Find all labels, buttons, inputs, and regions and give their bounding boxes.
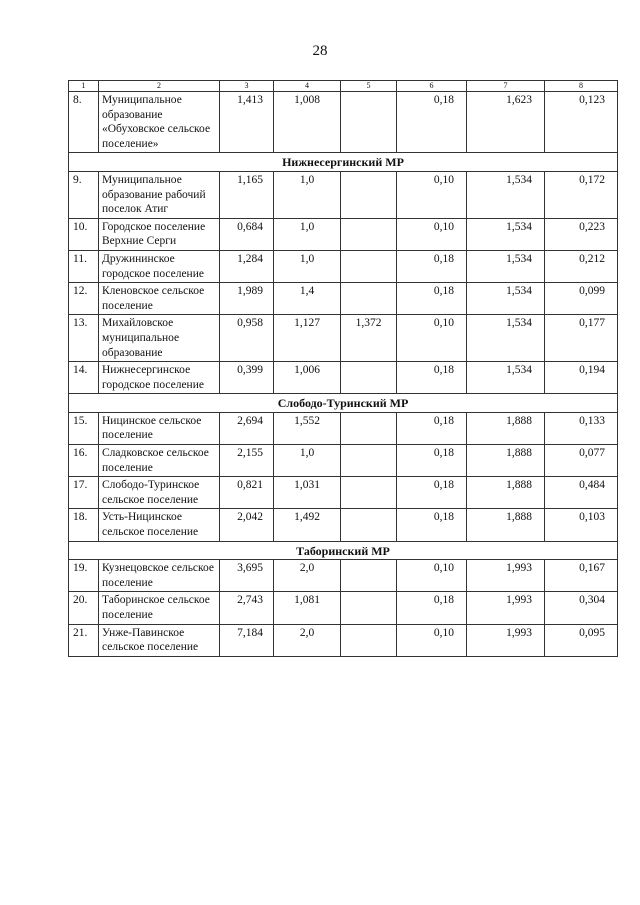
municipality-name: Ницинское сельское поселение — [99, 412, 220, 444]
value-col-6: 0,18 — [397, 445, 467, 477]
value-col-6: 0,18 — [397, 477, 467, 509]
value-col-8: 0,077 — [545, 445, 618, 477]
value-col-7: 1,888 — [467, 412, 545, 444]
value-col-6: 0,18 — [397, 283, 467, 315]
value-col-6: 0,18 — [397, 92, 467, 153]
table-row — [69, 315, 618, 362]
value-col-7: 1,993 — [467, 624, 545, 656]
row-number: 17. — [69, 477, 99, 509]
row-number: 19. — [69, 560, 99, 592]
section-title: Слободо-Туринский МР — [69, 394, 618, 413]
row-number: 21. — [69, 624, 99, 656]
value-col-6: 0,10 — [397, 171, 467, 218]
value-col-3: 2,155 — [220, 445, 274, 477]
value-col-3: 2,694 — [220, 412, 274, 444]
value-col-7: 1,993 — [467, 560, 545, 592]
row-number: 10. — [69, 218, 99, 250]
value-col-5 — [341, 509, 397, 541]
table-row — [69, 218, 618, 250]
value-col-3: 1,284 — [220, 250, 274, 282]
page-number: 28 — [312, 43, 328, 59]
value-col-4: 1,0 — [274, 218, 341, 250]
column-number: 7 — [467, 81, 545, 92]
value-col-8: 0,172 — [545, 171, 618, 218]
value-col-6: 0,18 — [397, 250, 467, 282]
section-title: Нижнесергинский МР — [69, 153, 618, 172]
value-col-3: 0,821 — [220, 477, 274, 509]
value-col-7: 1,623 — [467, 92, 545, 153]
value-col-7: 1,888 — [467, 445, 545, 477]
municipality-name: Нижнесергинское городское поселение — [99, 362, 220, 394]
table-row — [69, 171, 618, 218]
value-col-6: 0,10 — [397, 624, 467, 656]
column-number: 2 — [99, 81, 220, 92]
table-row — [69, 560, 618, 592]
municipality-name: Слободо-Туринское сельское поселение — [99, 477, 220, 509]
data-table — [68, 80, 618, 657]
column-number: 6 — [397, 81, 467, 92]
value-col-4: 1,0 — [274, 171, 341, 218]
value-col-3: 0,399 — [220, 362, 274, 394]
column-number: 4 — [274, 81, 341, 92]
value-col-3: 2,743 — [220, 592, 274, 624]
value-col-3: 7,184 — [220, 624, 274, 656]
value-col-4: 1,492 — [274, 509, 341, 541]
table-row — [69, 624, 618, 656]
municipality-name: Городское поселение Верхние Серги — [99, 218, 220, 250]
value-col-3: 1,413 — [220, 92, 274, 153]
row-number: 20. — [69, 592, 99, 624]
value-col-8: 0,304 — [545, 592, 618, 624]
row-number: 8. — [69, 92, 99, 153]
value-col-5 — [341, 412, 397, 444]
row-number: 15. — [69, 412, 99, 444]
value-col-7: 1,888 — [467, 509, 545, 541]
row-number: 14. — [69, 362, 99, 394]
value-col-8: 0,123 — [545, 92, 618, 153]
value-col-5 — [341, 477, 397, 509]
table-row — [69, 362, 618, 394]
value-col-5 — [341, 445, 397, 477]
value-col-4: 1,127 — [274, 315, 341, 362]
value-col-5 — [341, 592, 397, 624]
value-col-8: 0,223 — [545, 218, 618, 250]
value-col-7: 1,534 — [467, 250, 545, 282]
municipality-name: Михайловское муниципальное образование — [99, 315, 220, 362]
value-col-5 — [341, 362, 397, 394]
value-col-4: 1,008 — [274, 92, 341, 153]
section-title: Таборинский МР — [69, 541, 618, 560]
row-number: 12. — [69, 283, 99, 315]
value-col-7: 1,534 — [467, 171, 545, 218]
value-col-5: 1,372 — [341, 315, 397, 362]
section-header-row — [69, 541, 618, 560]
value-col-7: 1,993 — [467, 592, 545, 624]
value-col-4: 1,4 — [274, 283, 341, 315]
value-col-4: 2,0 — [274, 624, 341, 656]
value-col-3: 0,958 — [220, 315, 274, 362]
value-col-6: 0,10 — [397, 218, 467, 250]
value-col-8: 0,484 — [545, 477, 618, 509]
value-col-4: 1,0 — [274, 445, 341, 477]
row-number: 9. — [69, 171, 99, 218]
value-col-7: 1,534 — [467, 315, 545, 362]
value-col-8: 0,103 — [545, 509, 618, 541]
value-col-4: 1,006 — [274, 362, 341, 394]
column-number-header — [69, 81, 618, 92]
value-col-6: 0,18 — [397, 509, 467, 541]
value-col-6: 0,10 — [397, 560, 467, 592]
value-col-3: 3,695 — [220, 560, 274, 592]
municipality-name: Дружининское городское поселение — [99, 250, 220, 282]
value-col-5 — [341, 218, 397, 250]
table-row — [69, 412, 618, 444]
municipality-name: Таборинское сельское поселение — [99, 592, 220, 624]
value-col-5 — [341, 624, 397, 656]
value-col-3: 1,989 — [220, 283, 274, 315]
value-col-8: 0,095 — [545, 624, 618, 656]
value-col-8: 0,133 — [545, 412, 618, 444]
value-col-6: 0,18 — [397, 362, 467, 394]
municipality-name: Унже-Павинское сельское поселение — [99, 624, 220, 656]
value-col-3: 1,165 — [220, 171, 274, 218]
value-col-7: 1,888 — [467, 477, 545, 509]
column-number: 8 — [545, 81, 618, 92]
table-row — [69, 250, 618, 282]
value-col-4: 1,552 — [274, 412, 341, 444]
table-row — [69, 445, 618, 477]
value-col-3: 2,042 — [220, 509, 274, 541]
municipality-name: Кленовское сельское поселение — [99, 283, 220, 315]
value-col-5 — [341, 171, 397, 218]
municipality-name: Муниципальное образование «Обуховское сельское поселение» — [99, 92, 220, 153]
value-col-8: 0,167 — [545, 560, 618, 592]
row-number: 13. — [69, 315, 99, 362]
column-number: 1 — [69, 81, 99, 92]
table-row — [69, 283, 618, 315]
value-col-6: 0,10 — [397, 315, 467, 362]
value-col-6: 0,18 — [397, 412, 467, 444]
value-col-7: 1,534 — [467, 362, 545, 394]
row-number: 18. — [69, 509, 99, 541]
section-header-row — [69, 153, 618, 172]
municipality-name: Усть-Ницинское сельское поселение — [99, 509, 220, 541]
column-number: 3 — [220, 81, 274, 92]
table-row — [69, 509, 618, 541]
value-col-4: 2,0 — [274, 560, 341, 592]
value-col-5 — [341, 250, 397, 282]
value-col-5 — [341, 92, 397, 153]
municipality-name: Сладковское сельское поселение — [99, 445, 220, 477]
table-row — [69, 477, 618, 509]
column-number: 5 — [341, 81, 397, 92]
value-col-4: 1,0 — [274, 250, 341, 282]
municipality-name: Муниципальное образование рабочий поселок Атиг — [99, 171, 220, 218]
value-col-7: 1,534 — [467, 218, 545, 250]
value-col-6: 0,18 — [397, 592, 467, 624]
row-number: 16. — [69, 445, 99, 477]
row-number: 11. — [69, 250, 99, 282]
value-col-5 — [341, 560, 397, 592]
value-col-8: 0,099 — [545, 283, 618, 315]
value-col-4: 1,031 — [274, 477, 341, 509]
value-col-8: 0,177 — [545, 315, 618, 362]
value-col-4: 1,081 — [274, 592, 341, 624]
value-col-5 — [341, 283, 397, 315]
section-header-row — [69, 394, 618, 413]
table-row — [69, 592, 618, 624]
municipality-name: Кузнецовское сельское поселение — [99, 560, 220, 592]
value-col-8: 0,212 — [545, 250, 618, 282]
value-col-3: 0,684 — [220, 218, 274, 250]
value-col-8: 0,194 — [545, 362, 618, 394]
value-col-7: 1,534 — [467, 283, 545, 315]
table-row — [69, 92, 618, 153]
